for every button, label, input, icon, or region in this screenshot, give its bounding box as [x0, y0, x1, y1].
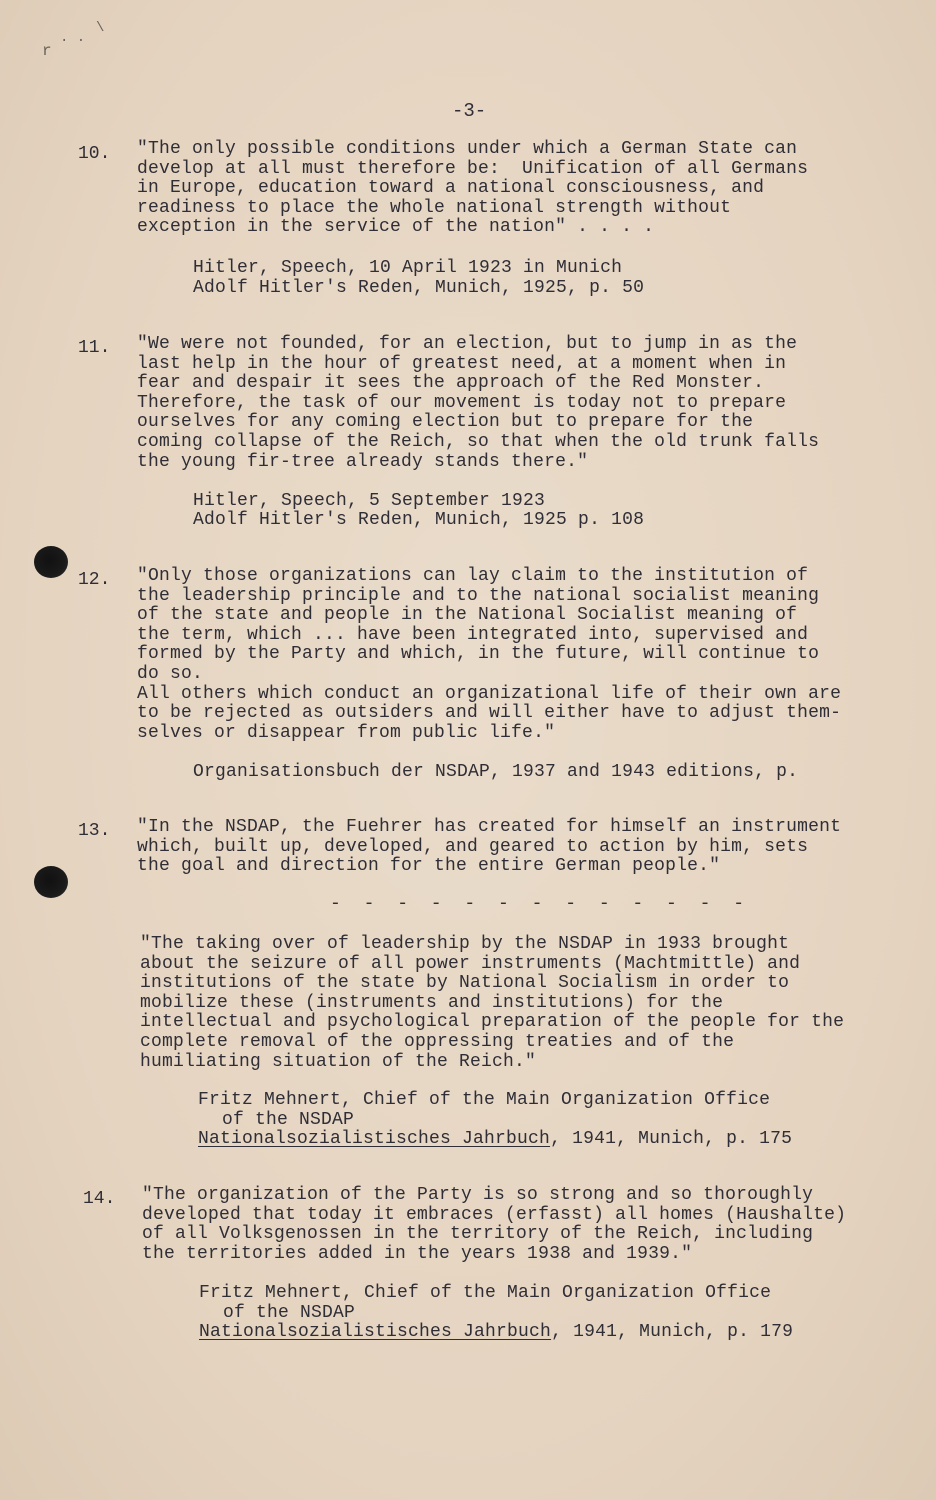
- citation-line: Hitler, Speech, 10 April 1923 in Munich: [193, 258, 623, 278]
- page-number: -3-: [452, 100, 487, 122]
- citation-title: Nationalsozialistisches Jahrbuch: [198, 1129, 551, 1149]
- citation-title: Nationalsozialistisches Jahrbuch: [199, 1322, 552, 1342]
- citation-line: Fritz Mehnert, Chief of the Main Organization Office: [198, 1090, 771, 1110]
- item-number: 13.: [78, 821, 111, 841]
- citation-line: Fritz Mehnert, Chief of the Main Organization Office: [199, 1283, 772, 1303]
- citation-line: [198, 1129, 792, 1149]
- quote-text: "The only possible conditions under which a German State can develop at all must therefore be: Unification of all Germans in Europe, education toward a national consciousness, and readiness to place the whole national strength without exception in the service of the nation" . . . .: [137, 139, 809, 238]
- citation-rest: , 1941, Munich, p. 175: [550, 1129, 793, 1149]
- citation-line: of the NSDAP: [222, 1110, 355, 1130]
- item-number: 12.: [78, 570, 111, 590]
- citation-line: Adolf Hitler's Reden, Munich, 1925 p. 108: [193, 510, 645, 530]
- item-number: 10.: [78, 144, 111, 164]
- citation-line: [199, 1322, 793, 1342]
- item-number: 11.: [78, 338, 111, 358]
- separator: - - - - - - - - - - - - -: [330, 894, 751, 914]
- citation-rest: , 1941, Munich, p. 179: [551, 1322, 794, 1342]
- quote-text: "Only those organizations can lay claim to the institution of the leadership principle and to the national socialist meaning of the state and people in the National Socialist meaning of the term, which ... have been integrated into, supervised and formed by the Party and which, in the future, will continue to do so. All others which conduct an organizational life of their own are to be rejected as outsiders and will either have to adjust them- selves or disappear from public life.": [137, 566, 842, 743]
- stray-mark: . .: [60, 30, 86, 46]
- citation-line: Hitler, Speech, 5 September 1923: [193, 491, 546, 511]
- quote-text: "We were not founded, for an election, but to jump in as the last help in the hour of greatest need, at a moment when in fear and despair it sees the approach of the Red Monster. Therefore, the task of our movement is today not to prepare ourselves for any coming election but to prepare for the coming collapse of the Reich, so that when the old trunk falls the young fir-tree already stands there.": [137, 334, 820, 472]
- quote-text: "The taking over of leadership by the NSDAP in 1933 brought about the seizure of all power instruments (Machtmittle) and institutions of the state by National Socialism in order to mobilize these (instruments and institutions) for the intellectual and psychological preparation of the people for the complete removal of the oppressing treaties and of the humiliating situation of the Reich.": [140, 934, 845, 1072]
- citation-line: Adolf Hitler's Reden, Munich, 1925, p. 50: [193, 278, 645, 298]
- quote-text: "In the NSDAP, the Fuehrer has created for himself an instrument which, built up, developed, and geared to action by him, sets the goal and direction for the entire German people.": [137, 817, 842, 877]
- binder-hole: [34, 546, 68, 578]
- citation-line: Organisationsbuch der NSDAP, 1937 and 1943 editions, p.: [193, 762, 799, 782]
- quote-text: "The organization of the Party is so strong and so thoroughly developed that today it embraces (erfasst) all homes (Haushalte) of all Volksgenossen in the territory of the Reich, including the territories added in the years 1938 and 1939.": [142, 1185, 847, 1264]
- binder-hole: [34, 866, 68, 898]
- item-number: 14.: [83, 1189, 116, 1209]
- stray-mark: r: [42, 42, 52, 60]
- stray-mark: \: [96, 20, 105, 36]
- citation-line: of the NSDAP: [223, 1303, 356, 1323]
